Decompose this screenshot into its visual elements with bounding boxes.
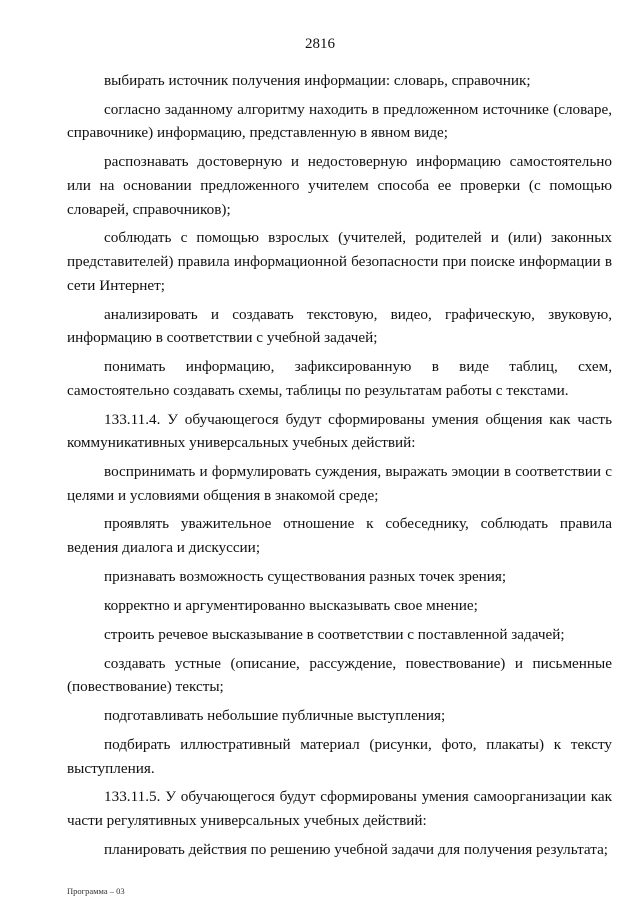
paragraph: подбирать иллюстративный материал (рисунки, фото, плакаты) к тексту выступления. xyxy=(67,736,612,777)
paragraph: подготавливать небольшие публичные выступления; xyxy=(104,707,446,725)
paragraph: проявлять уважительное отношение к собеседнику, соблюдать правила ведения диалога и дискуссии; xyxy=(67,515,612,557)
paragraph: корректно и аргументированно высказывать свое мнение; xyxy=(104,596,478,614)
paragraph: соблюдать с помощью взрослых (учителей, родителей и (или) законных представителей) правила информационной безопасности при поиске информации в сети Интернет; xyxy=(67,229,612,294)
page-number: 2816 xyxy=(305,36,335,52)
paragraph: распознавать достоверную и недостоверную информацию самостоятельно или на основании предложенного учителем способа ее проверки (с помощью словарей, справочников); xyxy=(67,153,612,218)
paragraph: признавать возможность существования разных точек зрения; xyxy=(104,567,507,585)
paragraph: строить речевое высказывание в соответствии с поставленной задачей; xyxy=(104,625,565,643)
paragraph: анализировать и создавать текстовую, видео, графическую, звуковую, информацию в соответствии с учебной задачей; xyxy=(67,305,612,347)
footer-label: Программа – 03 xyxy=(67,886,125,896)
paragraph: планировать действия по решению учебной задачи для получения результата; xyxy=(104,840,609,858)
paragraph: согласно заданному алгоритму находить в предложенном источнике (словаре, справочнике) информацию, представленную в явном виде; xyxy=(67,100,612,142)
section-heading-paragraph: 133.11.4. У обучающегося будут сформированы умения общения как часть коммуникативных универсальных учебных действий: xyxy=(67,410,612,452)
paragraph: создавать устные (описание, рассуждение, повествование) и письменные (повествование) тексты; xyxy=(67,654,612,696)
document-body xyxy=(67,69,612,867)
paragraph: воспринимать и формулировать суждения, выражать эмоции в соответствии с целями и условиями общения в знакомой среде; xyxy=(67,462,612,504)
paragraph: выбирать источник получения информации: словарь, справочник; xyxy=(104,72,531,89)
section-heading-paragraph: 133.11.5. У обучающегося будут сформированы умения самоорганизации как части регулятивных универсальных учебных действий: xyxy=(67,788,612,830)
paragraph: понимать информацию, зафиксированную в виде таблиц, схем, самостоятельно создавать схемы, таблицы по результатам работы с текстами. xyxy=(67,358,612,399)
